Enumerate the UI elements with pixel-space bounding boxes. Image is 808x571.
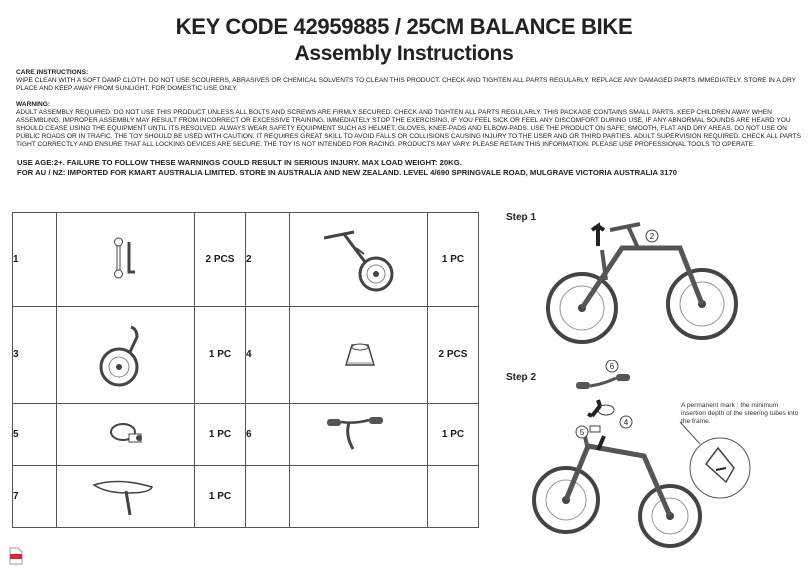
part-number: 7 [13, 465, 57, 527]
age-warning-line: USE AGE:2+. FAILURE TO FOLLOW THESE WARNINGS COULD RESULT IN SERIOUS INJURY. MAX LOAD WEIGHT: 20KG. [17, 158, 462, 167]
callout-2: 2 [649, 232, 655, 241]
importer-line: FOR AU / NZ: IMPORTED FOR KMART AUSTRALIA LIMITED. STORE IN AUSTRALIA AND NEW ZEALAND. LEVEL 4/690 SPRINGVALE ROAD, MULGRAVE VICTORIA AUSTRALIA 3170 [17, 168, 678, 177]
part-number: 3 [13, 306, 57, 403]
warning-heading: WARNING: [16, 101, 51, 108]
seat-clamp-icon [101, 416, 151, 452]
callout-4: 4 [623, 418, 629, 427]
part-quantity: 1 PC [195, 403, 246, 465]
part-number-empty [246, 465, 290, 527]
warning-text: ADULT ASSEMBLY REQUIRED. DO NOT USE THIS PRODUCT UNLESS ALL BOLTS AND SCREWS ARE FIRMLY SECURED. CHECK AND TIGHTEN ALL PARTS REGULARLY. THIS PACKAGE CONTAINS SMALL PARTS. KEEP CHILDREN AWAY WHEN ASSEMBLING. IMPROPER ASSEMBLY MAY RESULT FROM INCORRECT OR EXCESSIVE TRAINING. IMMEDIATELY STOP THE EXERCISING, IF YOU FEEL SICK OR FEEL ANY DISCOMFORT DURING USE, IF ANY ABNORMAL SOUNDS ARE HEARD YOU SHOULD CEASE USING THE EQUIPMENT UNTIL ITS RESOLVED. ALWAYS WEAR SAFETY EQUIPMENT SUCH AS HELMET, GLOVES, KNEE-PADS AND ELBOW-PADS. USE THE PRODUCT ON SAFE, SMOOTH, FLAT AND DRY AREAS. DO NOT USE ON PUBLIC ROADS OR IN TRAFIC. THE TOY SHOULD BE USED WITH CAUTION. IT REQUIRES GREAT SKILL TO AVOID FALLS OR COLLISIONS CAUSING INJURY TO THE USER AND OR THIRD PARTIES. ADULT SUPERVISION REQUIRED. CHECK ALL PARTS TIGHT CORRECTLY AND ENSURE THAT ALL LOCKING DEVICES ARE SECURE. THE TOY IS NOT INTENDED FOR RACING. PRODUCTS MAY VARY. PLEASE RETAIN THIS INFORMATION. PLEASE USE PROFESSIONAL TOOLS TO OPERATE. [16, 109, 802, 149]
step-2-label: Step 2 [506, 372, 537, 383]
part-image-clamp-cap [290, 306, 428, 403]
callout-5: 5 [579, 428, 585, 437]
part-quantity: 1 PC [195, 465, 246, 527]
part-number: 2 [246, 213, 290, 307]
step-2-diagram [520, 360, 790, 550]
part-image-handlebar [290, 403, 428, 465]
step-1-diagram [540, 208, 800, 358]
parts-table [12, 212, 479, 528]
part-image-empty [290, 465, 428, 527]
table-row [13, 403, 479, 465]
warning-section [16, 101, 802, 150]
part-quantity: 2 PCS [428, 306, 479, 403]
rear-wheel-frame-icon [81, 319, 171, 391]
hex-key-wrench-icon [101, 234, 151, 284]
title-line-1: KEY CODE 42959885 / 25CM BALANCE BIKE [175, 14, 633, 39]
part-quantity: 1 PC [195, 306, 246, 403]
table-row [13, 306, 479, 403]
permanent-mark-note: A permanent mark : the minimum insertion depth of the steering tubes into the frame. [681, 402, 799, 425]
part-quantity: 1 PC [428, 213, 479, 307]
clamp-cap-icon [334, 335, 384, 375]
front-fork-wheel-icon [314, 224, 404, 294]
part-number: 6 [246, 403, 290, 465]
care-heading: CARE INSTRUCTIONS: [16, 69, 89, 76]
part-image-seat-clamp [57, 403, 195, 465]
part-image-rear-wheel [57, 306, 195, 403]
part-quantity: 1 PC [428, 403, 479, 465]
part-image-seat [57, 465, 195, 527]
pdf-file-icon[interactable] [9, 547, 23, 565]
part-quantity-empty [428, 465, 479, 527]
table-row [13, 465, 479, 527]
part-number: 4 [246, 306, 290, 403]
part-image-front-fork-wheel [290, 213, 428, 307]
part-image-tools [57, 213, 195, 307]
callout-6: 6 [609, 362, 615, 371]
handlebar-icon [319, 411, 399, 457]
title-line-2: Assembly Instructions [294, 42, 514, 65]
seat-icon [86, 473, 166, 519]
table-row [13, 213, 479, 307]
part-quantity: 2 PCS [195, 213, 246, 307]
step-1-label: Step 1 [506, 212, 537, 223]
care-text: WIPE CLEAN WITH A SOFT DAMP CLOTH. DO NOT USE SCOURERS, ABRASIVES OR CHEMICAL SOLVENTS TO CLEAN THIS PRODUCT. CHECK AND TIGHTEN ALL PARTS REGULARLY. REPLACE ANY DAMAGED PARTS IMMEDIATELY. STORE IN A DRY PLACE AND KEEP AWAY FROM SUNLIGHT. FOR DOMESTIC USE ONLY. [16, 77, 796, 93]
care-instructions [16, 69, 802, 93]
part-number: 1 [13, 213, 57, 307]
part-number: 5 [13, 403, 57, 465]
